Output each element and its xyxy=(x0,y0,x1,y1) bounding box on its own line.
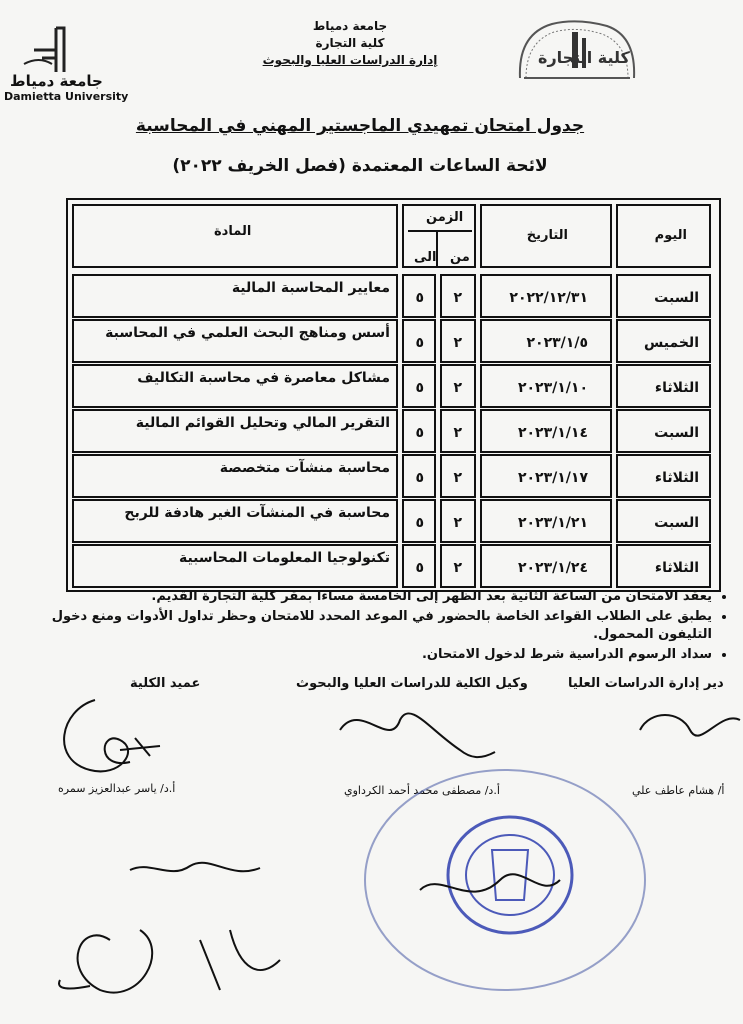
to-text: ٥ xyxy=(415,425,424,441)
day-text: الثلاثاء xyxy=(654,560,699,576)
to-cell xyxy=(402,454,436,498)
to-cell xyxy=(402,364,436,408)
note-item: • يطبق على الطلاب القواعد الخاصة بالحضور في الموعد المحدد للامتحان وحظر تداول الأدوات ومنع دخول التليفون المحمول. xyxy=(30,608,712,644)
header-day: اليوم xyxy=(654,228,687,243)
date-cell xyxy=(480,499,612,543)
subject-cell xyxy=(72,544,398,588)
note-item: • سداد الرسوم الدراسية شرط لدخول الامتحان. xyxy=(30,646,712,664)
date-text: ٢٠٢٣/١/١٠ xyxy=(517,380,588,396)
title-line-1: جدول امتحان تمهيدي الماجستير المهني في المحاسبة xyxy=(135,116,585,136)
from-cell xyxy=(440,454,476,498)
damietta-university-logo xyxy=(4,20,154,105)
day-cell xyxy=(616,454,711,498)
from-cell xyxy=(440,319,476,363)
subject-text: مشاكل معاصرة في محاسبة التكاليف xyxy=(137,370,390,386)
header-day-cell xyxy=(616,204,711,268)
from-cell xyxy=(440,544,476,588)
from-text: ٢ xyxy=(453,290,462,306)
faculty-name: كلية التجارة xyxy=(315,36,385,50)
day-text: الثلاثاء xyxy=(654,470,699,486)
dean-title: عميد الكلية xyxy=(130,676,201,691)
day-text: الثلاثاء xyxy=(654,380,699,396)
date-cell xyxy=(480,409,612,453)
from-text: ٢ xyxy=(453,380,462,396)
date-cell xyxy=(480,454,612,498)
subject-cell xyxy=(72,454,398,498)
handwritten-signatures xyxy=(0,690,743,1024)
date-text: ٢٠٢٣/١/٢٤ xyxy=(517,560,588,576)
date-cell xyxy=(480,319,612,363)
subject-text: تكنولوجيا المعلومات المحاسبية xyxy=(178,550,390,566)
header-date: التاريخ xyxy=(526,228,568,243)
vice-dean-title: وكيل الكلية للدراسات العليا والبحوث xyxy=(296,676,528,691)
day-cell xyxy=(616,319,711,363)
header-subject: المادة xyxy=(214,224,252,239)
subject-text: محاسبة في المنشآت الغير هادفة للربح xyxy=(124,505,390,521)
page-subtitle: لائحة الساعات المعتمدة (فصل الخريف ٢٠٢٢) xyxy=(172,156,548,176)
to-text: ٥ xyxy=(415,515,424,531)
to-text: ٥ xyxy=(415,470,424,486)
from-text: ٢ xyxy=(453,560,462,576)
subject-cell xyxy=(72,409,398,453)
subject-text: معايير المحاسبة المالية xyxy=(231,280,390,296)
logo-left-arabic: جامعة دمياط xyxy=(10,72,103,90)
from-cell xyxy=(440,409,476,453)
from-text: ٢ xyxy=(453,515,462,531)
header-time-cell xyxy=(402,204,476,268)
page-title xyxy=(100,116,620,136)
day-text: السبت xyxy=(654,290,699,306)
department-name: إدارة الدراسات العليا والبحوث xyxy=(262,53,438,67)
director-title: دير إدارة الدراسات العليا xyxy=(568,676,724,691)
header-time: الزمن xyxy=(426,210,464,225)
to-text: ٥ xyxy=(415,560,424,576)
university-name: جامعة دمياط xyxy=(312,19,388,33)
day-text: السبت xyxy=(654,515,699,531)
from-text: ٢ xyxy=(453,470,462,486)
day-text: السبت xyxy=(654,425,699,441)
header-subject-cell xyxy=(72,204,398,268)
dean-name: أ.د/ ياسر عبدالعزيز سمره xyxy=(58,782,176,795)
header-from: من xyxy=(450,250,470,265)
subject-text: أسس ومناهج البحث العلمي في المحاسبة xyxy=(105,325,390,341)
logo-right-text: كلية التجارة xyxy=(538,48,630,67)
day-cell xyxy=(616,544,711,588)
date-cell xyxy=(480,544,612,588)
notes-list xyxy=(30,588,730,666)
logo-left-english: Damietta University xyxy=(4,90,129,103)
to-text: ٥ xyxy=(415,335,424,351)
day-cell xyxy=(616,409,711,453)
subject-cell xyxy=(72,319,398,363)
header-block xyxy=(250,18,450,69)
vice-dean-name: أ.د/ مصطفى محمد أحمد الكرداوي xyxy=(344,784,500,797)
to-cell xyxy=(402,274,436,318)
date-text: ٢٠٢٣/١/٢١ xyxy=(517,515,588,531)
day-cell xyxy=(616,274,711,318)
header-date-cell xyxy=(480,204,612,268)
from-cell xyxy=(440,364,476,408)
from-text: ٢ xyxy=(453,335,462,351)
from-cell xyxy=(440,274,476,318)
to-text: ٥ xyxy=(415,290,424,306)
day-cell xyxy=(616,364,711,408)
date-text: ٢٠٢٢/١٢/٣١ xyxy=(509,290,588,306)
to-text: ٥ xyxy=(415,380,424,396)
subject-text: التقرير المالي وتحليل القوائم المالية xyxy=(135,415,390,431)
faculty-of-commerce-logo xyxy=(512,14,642,86)
day-text: الخميس xyxy=(643,335,699,351)
date-text: ٢٠٢٣/١/٥ xyxy=(526,335,588,351)
day-cell xyxy=(616,499,711,543)
header-to: الى xyxy=(414,250,437,265)
to-cell xyxy=(402,499,436,543)
date-text: ٢٠٢٣/١/١٧ xyxy=(517,470,588,486)
subject-text: محاسبة منشآت متخصصة xyxy=(219,460,390,476)
note-item: • يعقد الامتحان من الساعة الثانية بعد الظهر إلى الخامسة مساءا بمقر كلية التجارة القديم. xyxy=(30,588,712,606)
exam-schedule-table xyxy=(66,198,721,592)
subject-cell xyxy=(72,274,398,318)
from-text: ٢ xyxy=(453,425,462,441)
subject-cell xyxy=(72,364,398,408)
to-cell xyxy=(402,409,436,453)
date-cell xyxy=(480,274,612,318)
date-cell xyxy=(480,364,612,408)
from-cell xyxy=(440,499,476,543)
subject-cell xyxy=(72,499,398,543)
to-cell xyxy=(402,544,436,588)
date-text: ٢٠٢٣/١/١٤ xyxy=(517,425,588,441)
director-name: أ/ هشام عاطف علي xyxy=(632,784,725,797)
to-cell xyxy=(402,319,436,363)
